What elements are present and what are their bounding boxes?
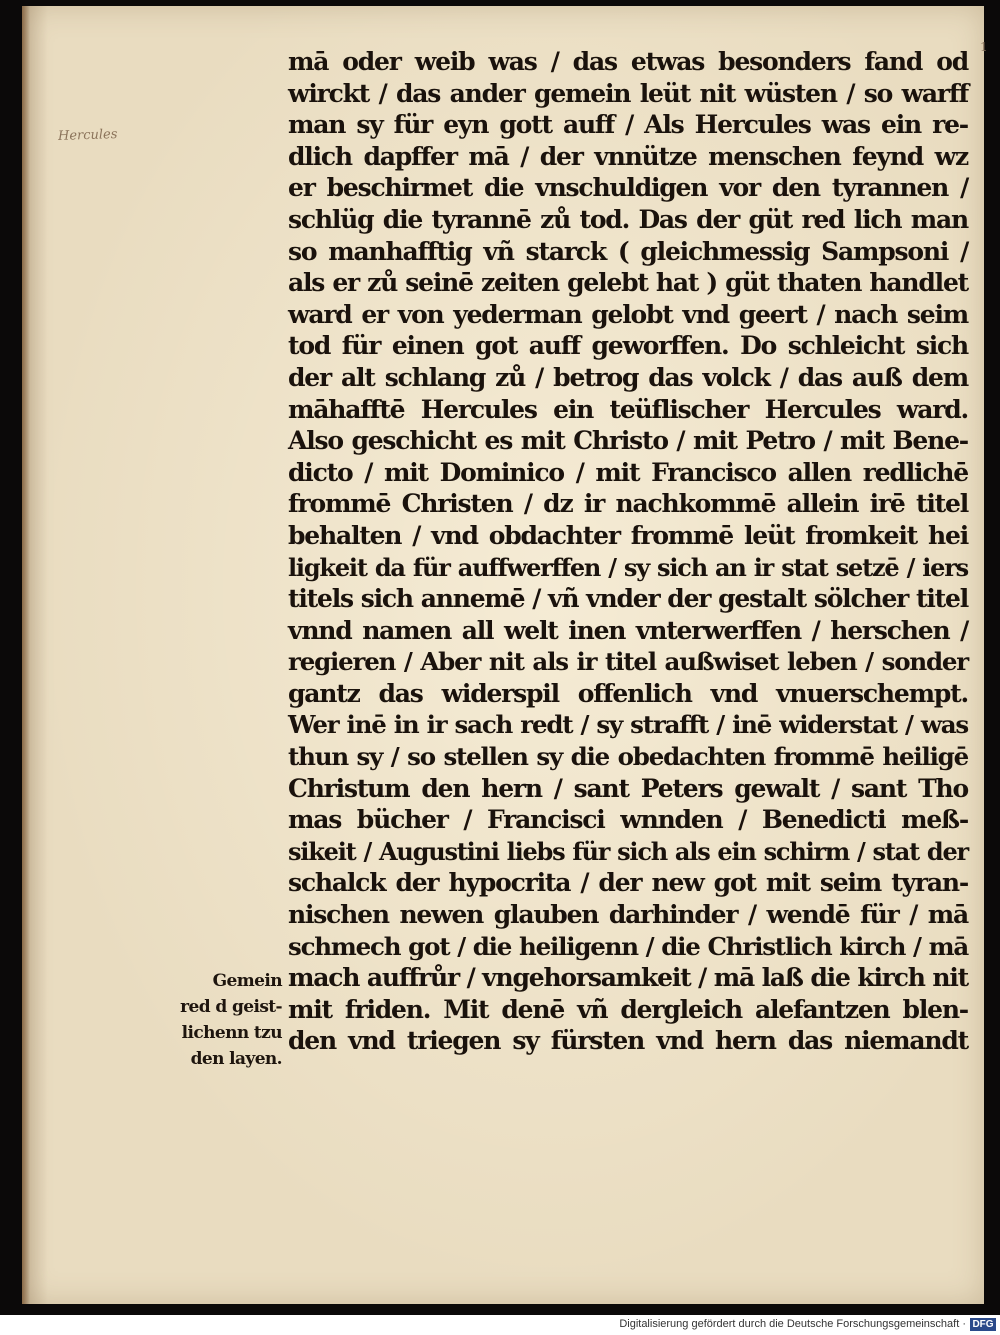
text-line-31: mit friden. Mit denē vñ dergleich alefantzen blen- bbox=[288, 994, 968, 1024]
page-gutter-shadow bbox=[22, 6, 30, 1304]
text-line-6: schlüg die tyrannē zů tod. Das der güt red lich man bbox=[288, 204, 968, 234]
text-line-11: der alt schlang zů / betrog das volck / das auß dem bbox=[288, 362, 968, 392]
text-line-10: tod für einen got auff geworffen. Do schleicht sich bbox=[288, 331, 968, 361]
sidenote-line: Gemein bbox=[212, 971, 282, 991]
text-line-20: regieren / Aber nit als ir titel außwiset leben / sonder bbox=[288, 647, 968, 677]
text-line-19: vnnd namen all welt inen vnterwerffen / herschen / bbox=[288, 615, 968, 645]
text-line-25: mas bücher / Francisci wnnden / Benedicti meß- bbox=[288, 805, 968, 835]
text-line-3: man sy für eyn gott auff / Als Hercules was ein re- bbox=[288, 110, 968, 140]
text-line-30: mach auffrůr / vngehorsamkeit / mā laß die kirch nit bbox=[288, 963, 968, 993]
corner-mark: 1 bbox=[980, 40, 988, 54]
text-line-23: thun sy / so stellen sy die obedachten frommē heiligē bbox=[288, 742, 968, 772]
text-line-22: Wer inē in ir sach redt / sy strafft / inē widerstat / was bbox=[288, 710, 968, 740]
text-line-5: er beschirmet die vnschuldigen vor den tyrannen / bbox=[288, 173, 968, 203]
text-line-18: titels sich annemē / vñ vnder der gestalt sölcher titel bbox=[288, 584, 968, 614]
text-line-7: so manhafftig vñ starck ( gleichmessig Sampsoni / bbox=[288, 236, 968, 266]
text-line-29: schmech got / die heiligenn / die Christlich kirch / mā bbox=[288, 931, 968, 961]
text-line-16: behalten / vnd obdachter frommē leüt fromkeit hei bbox=[288, 520, 968, 550]
sidenote-line: den layen. bbox=[190, 1049, 282, 1069]
dfg-logo: DFG bbox=[970, 1318, 996, 1331]
sidenote-line: lichenn tzu bbox=[181, 1023, 282, 1043]
text-line-17: ligkeit da für auffwerffen / sy sich an ir stat setzē / iers bbox=[288, 552, 968, 582]
main-text-block bbox=[288, 46, 968, 1057]
text-line-13: Also geschicht es mit Christo / mit Petro / mit Bene- bbox=[288, 426, 968, 456]
sidenote-line: red d geist- bbox=[180, 997, 282, 1017]
text-line-12: māhafftē Hercules ein teüflischer Hercules ward. bbox=[288, 394, 968, 424]
funding-credit: Digitalisierung gefördert durch die Deutsche Forschungsgemeinschaft · bbox=[619, 1318, 966, 1330]
text-line-2: wirckt / das ander gemein leüt nit wüsten / so warff bbox=[288, 78, 968, 108]
text-line-24: Christum den hern / sant Peters gewalt / sant Tho bbox=[288, 773, 968, 803]
text-line-26: sikeit / Augustini liebs für sich als ein schirm / stat der bbox=[288, 836, 968, 866]
text-line-14: dicto / mit Dominico / mit Francisco allen redlichē bbox=[288, 457, 968, 487]
text-line-1: mā oder weib was / das etwas besonders fand od bbox=[288, 47, 968, 76]
handwritten-margin-note: Hercules bbox=[57, 126, 118, 145]
text-line-32: den vnd triegen sy fürsten vnd hern das niemandt bbox=[288, 1026, 968, 1056]
text-line-8: als er zů seinē zeiten gelebt hat ) güt thaten handlet bbox=[288, 268, 968, 298]
text-line-21: gantz das widerspil offenlich vnd vnuerschempt. bbox=[288, 678, 968, 708]
book-page bbox=[22, 6, 988, 1304]
marginal-sidenote bbox=[150, 968, 282, 1072]
text-line-28: nischen newen glauben darhinder / wendē für / mā bbox=[288, 900, 968, 930]
text-line-27: schalck der hypocrita / der new got mit seim tyran- bbox=[288, 868, 968, 898]
text-line-9: ward er von yederman gelobt vnd geert / nach seim bbox=[288, 299, 968, 329]
footer-bar bbox=[0, 1315, 1000, 1335]
text-line-4: dlich dapffer mā / der vnnütze menschen feynd wz bbox=[288, 141, 968, 171]
text-line-15: frommē Christen / dz ir nachkommē allein irē titel bbox=[288, 489, 968, 519]
